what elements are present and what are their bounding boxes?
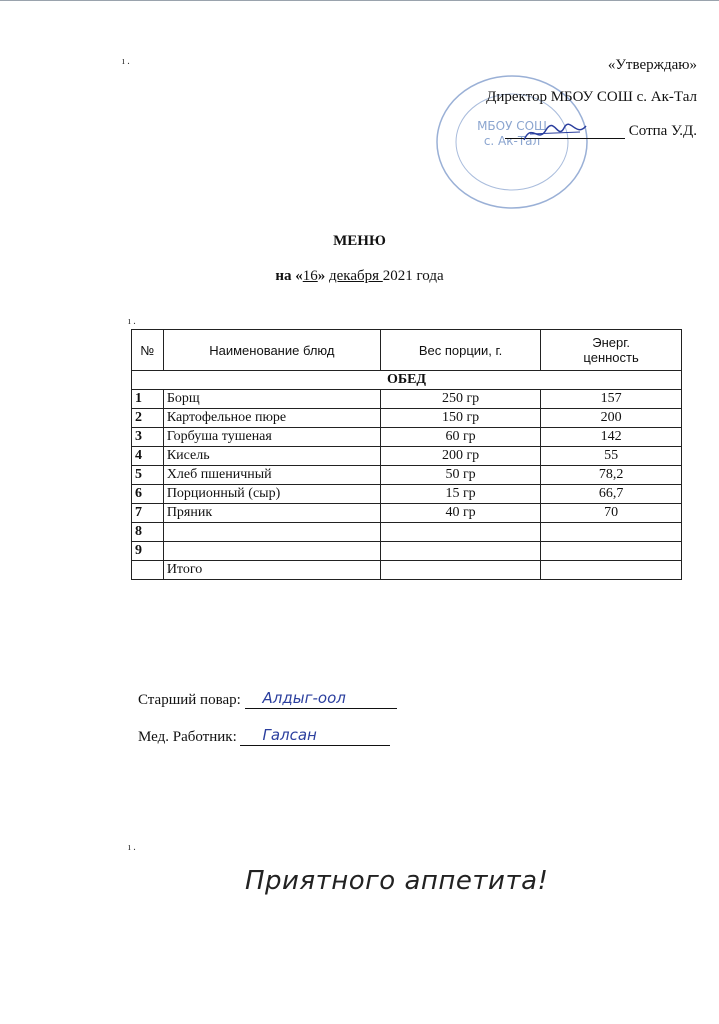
section-title: ОБЕД [132,371,682,390]
medic-signature: Галсан [262,726,317,744]
scan-mark: ı . [122,56,130,67]
table-row [132,561,682,580]
date-year: 2021 года [382,268,444,284]
row-dish-name: Кисель [163,447,380,466]
row-dish-name [163,523,380,542]
header-num: № [132,330,164,371]
row-num: 6 [132,485,164,504]
row-energy: 157 [541,390,682,409]
cook-signature-block [138,690,397,709]
director-signature [520,118,590,148]
scan-mark: ı . [128,842,136,853]
row-energy [541,561,682,580]
date-day: 16 [302,268,318,284]
table-row [132,542,682,561]
medic-signature-block [138,727,390,746]
row-num: 8 [132,523,164,542]
row-energy: 66,7 [541,485,682,504]
row-dish-name: Итого [163,561,380,580]
table-row [132,409,682,428]
date-mid: » [317,268,329,284]
row-weight: 200 гр [380,447,540,466]
row-num [132,561,164,580]
director-signature-line [483,122,697,154]
row-num: 7 [132,504,164,523]
menu-date [0,268,719,285]
header-weight: Вес порции, г. [380,330,540,371]
row-dish-name: Борщ [163,390,380,409]
row-weight: 15 гр [380,485,540,504]
svg-text:с. Ак-Тал: с. Ак-Тал [483,134,541,148]
approval-block [483,57,697,154]
section-row [132,371,682,390]
row-weight: 40 гр [380,504,540,523]
date-prefix: на « [275,268,303,284]
row-dish-name [163,542,380,561]
table-row [132,523,682,542]
row-weight: 250 гр [380,390,540,409]
director-position: Директор МБОУ СОШ с. Ак-Тал [486,89,697,105]
header-name: Наименование блюд [163,330,380,371]
row-num: 4 [132,447,164,466]
table-header-row [132,330,682,371]
row-num: 1 [132,390,164,409]
row-weight: 50 гр [380,466,540,485]
table-row [132,447,682,466]
row-weight [380,523,540,542]
row-energy: 55 [541,447,682,466]
approval-title: «Утверждаю» [607,57,697,73]
menu-title: МЕНЮ [333,233,386,249]
header-energy [541,330,682,371]
row-num: 2 [132,409,164,428]
row-dish-name: Хлеб пшеничный [163,466,380,485]
row-num: 9 [132,542,164,561]
row-energy [541,523,682,542]
row-num: 3 [132,428,164,447]
director-name: Сотпа У.Д. [628,123,697,139]
row-weight: 60 гр [380,428,540,447]
row-weight [380,542,540,561]
cook-label: Старший повар: [138,692,241,708]
row-weight: 150 гр [380,409,540,428]
closing-wish: Приятного аппетита! [245,866,549,896]
row-dish-name: Горбуша тушеная [163,428,380,447]
row-num: 5 [132,466,164,485]
row-dish-name: Порционный (сыр) [163,485,380,504]
cook-signature: Алдыг-оол [262,689,346,707]
table-row [132,390,682,409]
header-energy-line1: Энерг. [592,335,630,350]
date-month: декабря [328,268,383,284]
svg-text:МБОУ СОШ: МБОУ СОШ [477,119,547,133]
medic-label: Мед. Работник: [138,729,237,745]
row-weight [380,561,540,580]
row-dish-name: Картофельное пюре [163,409,380,428]
row-energy: 200 [541,409,682,428]
row-dish-name: Пряник [163,504,380,523]
row-energy: 70 [541,504,682,523]
cook-signature-line [245,690,397,709]
table-row [132,485,682,504]
scan-edge [0,0,719,1]
table-row [132,428,682,447]
table-row [132,466,682,485]
header-energy-line2: ценность [583,350,639,365]
medic-signature-line [240,727,390,746]
row-energy [541,542,682,561]
row-energy: 142 [541,428,682,447]
menu-table [131,329,682,580]
table-row [132,504,682,523]
row-energy: 78,2 [541,466,682,485]
scan-mark: ı . [128,316,136,327]
